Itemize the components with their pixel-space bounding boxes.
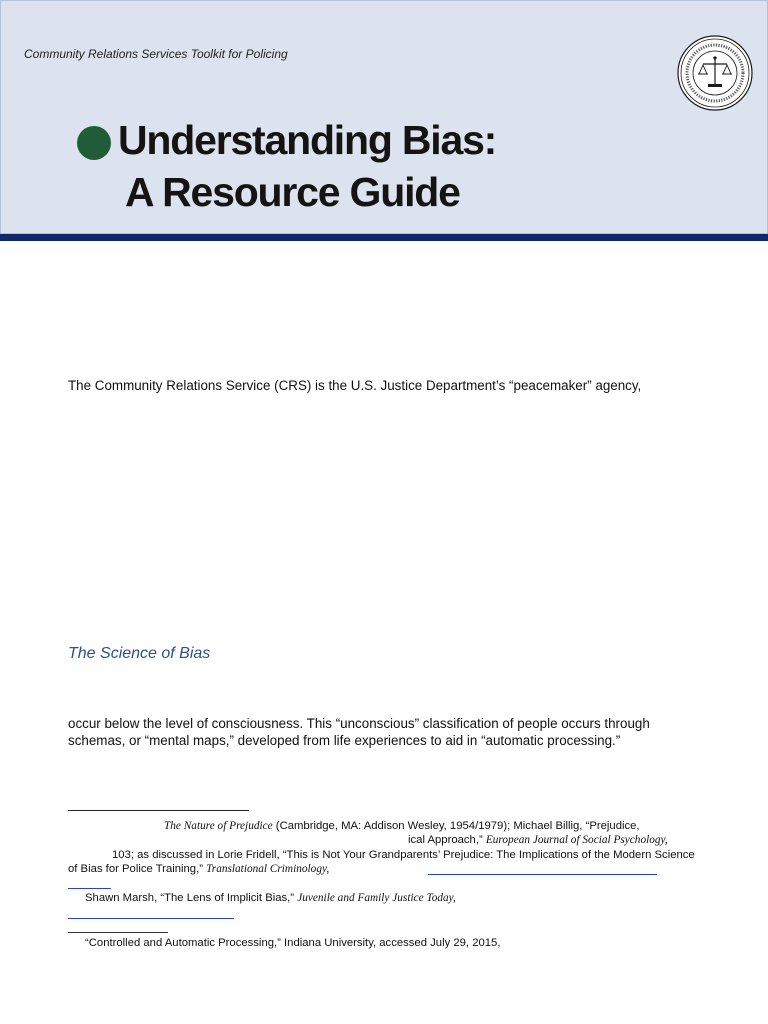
footnote-2-link[interactable] [68, 918, 234, 919]
footnote-1-line4: of Bias for Police Training,” Translational Criminology, [68, 863, 330, 875]
toolkit-title: Community Relations Services Toolkit for Policing [24, 47, 288, 61]
footnote-1-link[interactable] [428, 874, 657, 875]
footnote-book-title: The Nature of Prejudice [164, 820, 273, 832]
header-divider [0, 234, 768, 241]
title-bullet-icon [77, 126, 111, 160]
science-paragraph-line1: occur below the level of consciousness. This “unconscious” classification of people occurs through [68, 716, 650, 731]
intro-paragraph: The Community Relations Service (CRS) is the U.S. Justice Department’s “peacemaker” agency, [68, 378, 642, 393]
doj-seal-icon [677, 35, 753, 111]
footnote-1-link-cont[interactable] [68, 888, 111, 889]
footnote-1-line3: 103; as discussed in Lorie Fridell, “This is Not Your Grandparents’ Prejudice: The Implications of the Modern Science [112, 849, 695, 861]
header-band [0, 0, 768, 234]
footnote-2: Shawn Marsh, “The Lens of Implicit Bias,” Juvenile and Family Justice Today, [85, 892, 456, 904]
footnote-1-line2: ical Approach,” European Journal of Social Psychology, [408, 834, 668, 846]
footnote-3-marker [68, 932, 168, 933]
page-title-line1: Understanding Bias: [118, 117, 497, 163]
footnote-separator [68, 810, 249, 811]
footnote-3: “Controlled and Automatic Processing,” Indiana University, accessed July 29, 2015, [85, 937, 501, 949]
footnote-1-line1: The Nature of Prejudice (Cambridge, MA: Addison Wesley, 1954/1979); Michael Billig, “Prejudice, [164, 820, 640, 832]
page-title-line2: A Resource Guide [125, 169, 460, 215]
science-paragraph-line2: schemas, or “mental maps,” developed from life experiences to aid in “automatic processing.” [68, 733, 621, 748]
section-heading: The Science of Bias [68, 645, 211, 662]
